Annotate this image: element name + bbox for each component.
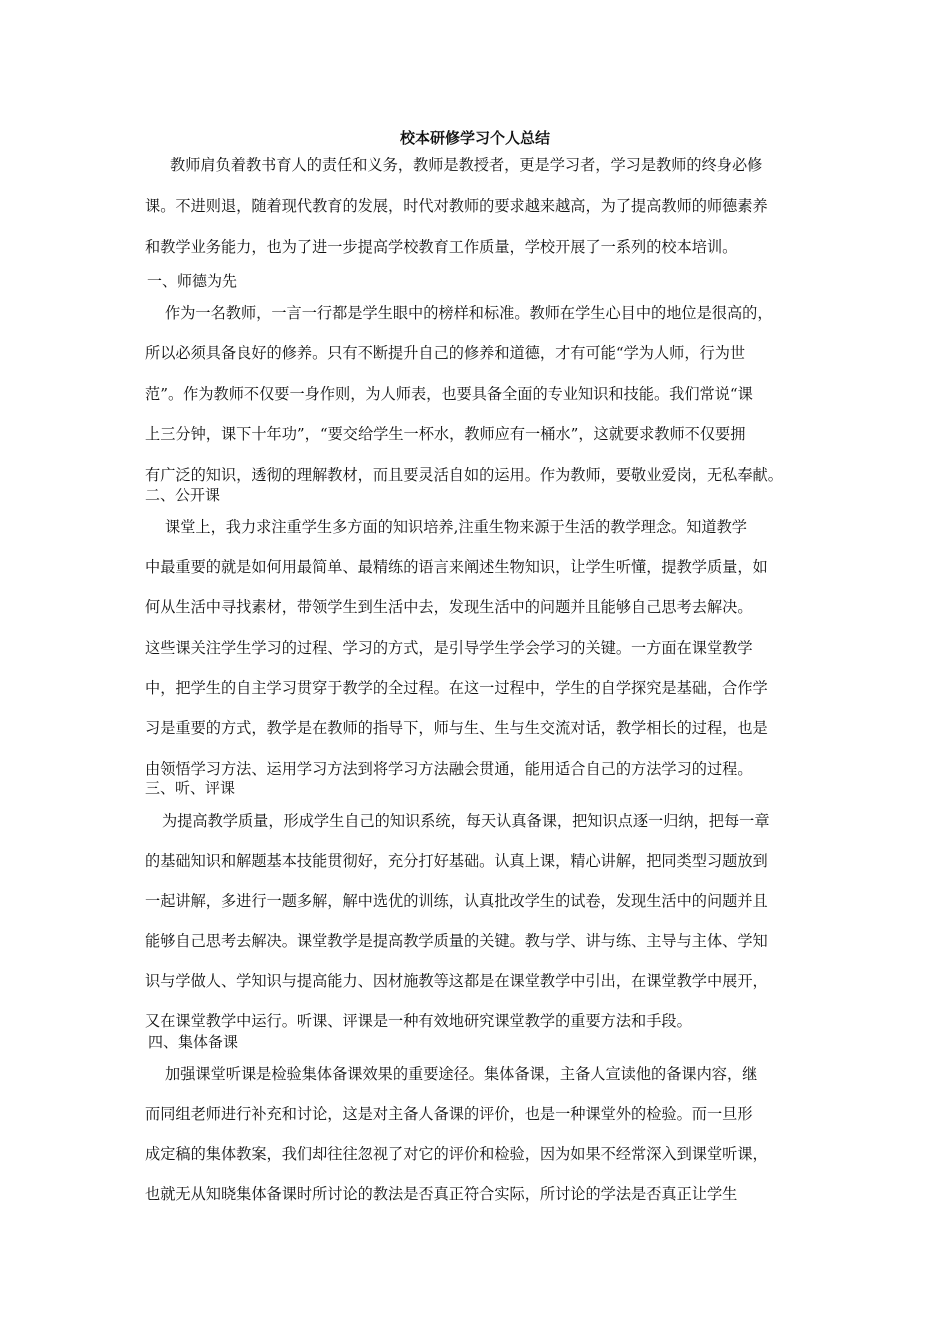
section-4-line-1: 加强课堂听课是检验集体备课效果的重要途径。集体备课，主备人宣读他的备课内容，继 xyxy=(165,1065,758,1083)
section-1-line-4: 上三分钟，课下十年功”，“要交给学生一杯水，教师应有一桶水”，这就要求教师不仅要拥 xyxy=(145,425,746,443)
section-4-line-3: 成定稿的集体教案，我们却往往忽视了对它的评价和检验，因为如果不经常深入到课堂听课， xyxy=(145,1145,768,1163)
section-4-line-2: 而同组老师进行补充和讨论，这是对主备人备课的评价，也是一种课堂外的检验。而一旦形 xyxy=(145,1105,753,1123)
intro-line-3: 和教学业务能力，也为了进一步提高学校教育工作质量，学校开展了一系列的校本培训。 xyxy=(145,238,738,256)
section-3-line-1: 为提高教学质量，形成学生自己的知识系统，每天认真备课，把知识点逐一归纳，把每一章 xyxy=(162,812,770,830)
section-2-line-4: 这些课关注学生学习的过程、学习的方式，是引导学生学会学习的关键。一方面在课堂教学 xyxy=(145,639,753,657)
section-3-line-3: 一起讲解，多进行一题多解，解中选优的训练，认真批改学生的试卷，发现生活中的问题并且 xyxy=(145,892,768,910)
section-1-line-5: 有广泛的知识，透彻的理解教材，而且要灵活自如的运用。作为教师，要敬业爱岗，无私奉献。 xyxy=(145,466,783,484)
intro-line-1: 教师肩负着教书育人的责任和义务，教师是教授者，更是学习者，学习是教师的终身必修 xyxy=(170,156,763,174)
section-2-line-5: 中，把学生的自主学习贯穿于教学的全过程。在这一过程中，学生的自学探究是基础，合作学 xyxy=(145,679,768,697)
section-3-line-6: 又在课堂教学中运行。听课、评课是一种有效地研究课堂教学的重要方法和手段。 xyxy=(145,1012,692,1030)
document-title: 校本研修学习个人总结 xyxy=(399,129,550,147)
section-heading-4: 四、集体备课 xyxy=(148,1033,239,1051)
section-3-line-5: 识与学做人、学知识与提高能力、因材施教等这都是在课堂教学中引出，在课堂教学中展开， xyxy=(145,972,768,990)
section-heading-3: 三、听、评课 xyxy=(145,779,236,797)
section-1-line-1: 作为一名教师，一言一行都是学生眼中的榜样和标准。教师在学生心目中的地位是很高的， xyxy=(165,304,773,322)
section-2-line-3: 何从生活中寻找素材，带领学生到生活中去，发现生活中的问题并且能够自己思考去解决。 xyxy=(145,598,753,616)
section-2-line-7: 由领悟学习方法、运用学习方法到将学习方法融会贯通，能用适合自己的方法学习的过程。 xyxy=(145,760,753,778)
section-2-line-6: 习是重要的方式，教学是在教师的指导下，师与生、生与生交流对话，教学相长的过程，也是 xyxy=(145,719,768,737)
section-heading-2: 二、公开课 xyxy=(145,486,221,504)
section-2-line-1: 课堂上，我力求注重学生多方面的知识培养,注重生物来源于生活的教学理念。知道教学 xyxy=(165,518,747,536)
intro-line-2: 课。不进则退，随着现代教育的发展，时代对教师的要求越来越高，为了提高教师的师德素养 xyxy=(145,197,768,215)
section-1-line-2: 所以必须具备良好的修养。只有不断提升自己的修养和道德，才有可能“学为人师，行为世 xyxy=(145,344,746,362)
section-heading-1: 一、师德为先 xyxy=(147,272,238,290)
section-3-line-4: 能够自己思考去解决。课堂教学是提高教学质量的关键。教与学、讲与练、主导与主体、学知 xyxy=(145,932,768,950)
section-2-line-2: 中最重要的就是如何用最简单、最精练的语言来阐述生物知识，让学生听懂，提教学质量，如 xyxy=(145,558,768,576)
section-1-line-3: 范”。作为教师不仅要一身作则，为人师表，也要具备全面的专业知识和技能。我们常说“课 xyxy=(145,385,753,403)
section-4-line-4: 也就无从知晓集体备课时所讨论的教法是否真正符合实际，所讨论的学法是否真正让学生 xyxy=(145,1185,738,1203)
section-3-line-2: 的基础知识和解题基本技能贯彻好，充分打好基础。认真上课，精心讲解，把同类型习题放到 xyxy=(145,852,768,870)
